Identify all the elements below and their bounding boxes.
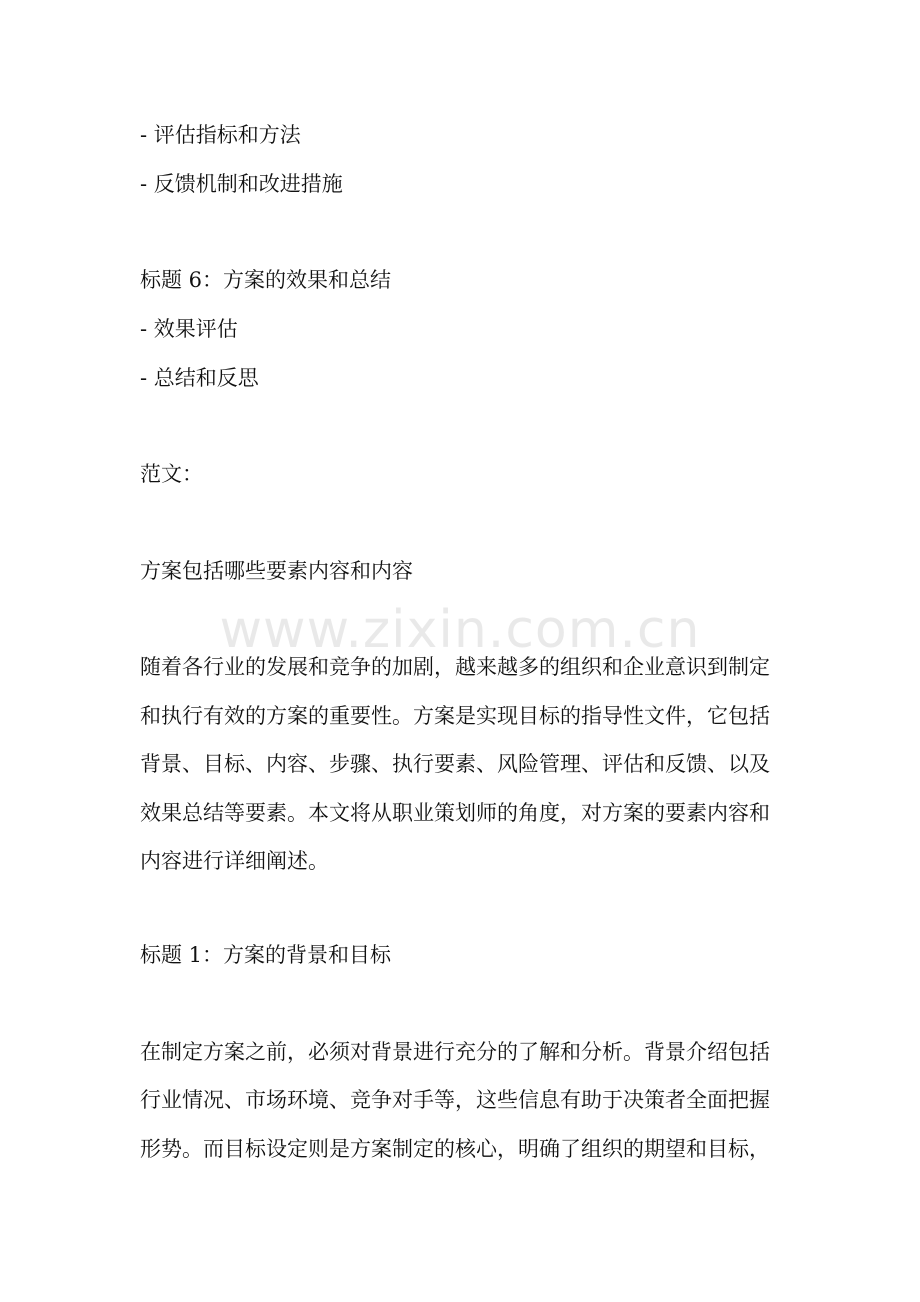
bullet-summary-reflection: - 总结和反思 <box>140 366 259 390</box>
heading-6: 标题 6：方案的效果和总结 <box>140 268 392 292</box>
intro-line: 内容进行详细阐述。 <box>140 849 329 873</box>
intro-line: 随着各行业的发展和竞争的加剧，越来越多的组织和企业意识到制定 <box>140 655 770 679</box>
intro-line: 效果总结等要素。本文将从职业策划师的角度，对方案的要素内容和 <box>140 801 770 825</box>
fanwen-label: 范文： <box>140 462 203 486</box>
section1-line: 行业情况、市场环境、竞争对手等，这些信息有助于决策者全面把握 <box>140 1088 770 1112</box>
heading-1: 标题 1：方案的背景和目标 <box>140 943 392 967</box>
watermark: www.zixin.com.cn <box>219 600 701 660</box>
section1-line: 在制定方案之前，必须对背景进行充分的了解和分析。背景介绍包括 <box>140 1040 770 1064</box>
bullet-effect-evaluation: - 效果评估 <box>140 317 238 341</box>
bullet-evaluation-methods: - 评估指标和方法 <box>140 123 301 147</box>
document-title: 方案包括哪些要素内容和内容 <box>140 559 413 583</box>
section1-line: 形势。而目标设定则是方案制定的核心，明确了组织的期望和目标， <box>140 1137 770 1161</box>
intro-line: 和执行有效的方案的重要性。方案是实现目标的指导性文件，它包括 <box>140 704 770 728</box>
intro-line: 背景、目标、内容、步骤、执行要素、风险管理、评估和反馈、以及 <box>140 752 770 776</box>
bullet-feedback-mechanism: - 反馈机制和改进措施 <box>140 172 343 196</box>
